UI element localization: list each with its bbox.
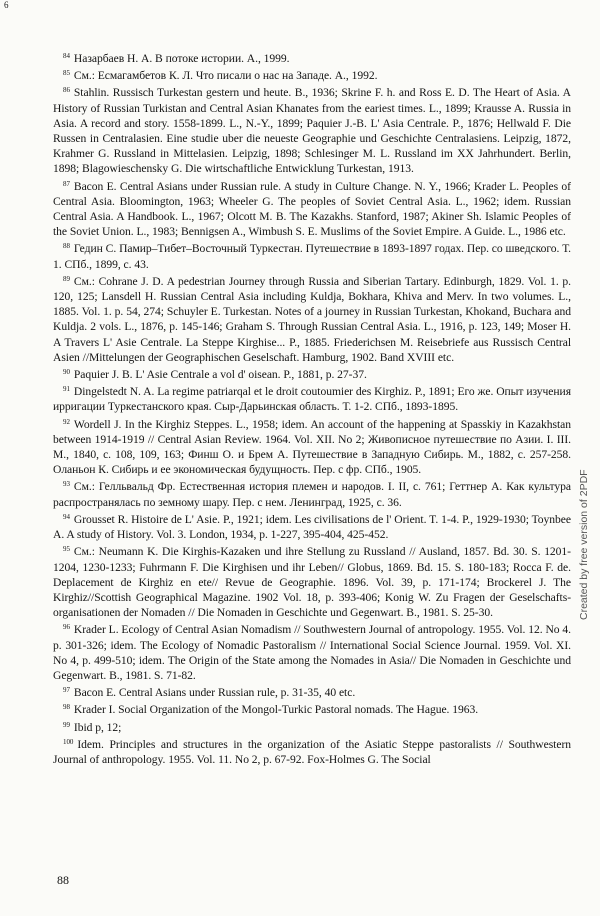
- footnote-text: Stahlin. Russisch Turkestan gestern und heute. B., 1936; Skrine F. h. and Ross E. D. The Heart of Asia. A History of Russian Turkistan and Central Asian Khanates from the eariest times. L., 1899; Krausse A. Russia in Asia. A record and story. 1558-1899. L., N.-Y., 1899; Paquier J.-B. L' Asia Centrale. P., 1876; Hellwald F. Die Russen in Centralasien. Eine studie uber die neueste Geographie und Geschichte Centralasiens. Leipzig, 1872, Krahmer G. Russland in Mittelasien. Leipzig, 1898; Schlesinger M. L. Russland im XX Jahrhundert. Berlin, 1898; Blagowieschensky G. Die wirtschaftliche Entwicklung Turkestan, 1913.: [53, 86, 571, 176]
- footnote-96: [53, 620, 571, 683]
- footnote-number: 98: [63, 703, 70, 712]
- footnote-number: 99: [63, 720, 70, 729]
- footnote-98: [53, 700, 571, 717]
- footnote-text: Ibid p, 12;: [73, 720, 122, 734]
- footnote-85: [53, 66, 571, 83]
- footnote-number: 88: [63, 242, 70, 251]
- footnote-number: 84: [63, 52, 70, 60]
- footnote-text: Krader L. Ecology of Central Asian Nomadism // Southwestern Journal of antropology. 1955. Vol. 12. No 4. p. 301-326; idem. The Ecology of Nomadic Pastoralism // International Social Science Journal. 1959. Vol. XI. No 4, p. 499-510; idem. The Origin of the State among the Nomades in Asia// Die Nomaden in Geschichte und Gegenwart. B., 1981. S. 71-82.: [53, 623, 571, 682]
- footnote-text: Bacon E. Central Asians under Russian rule, p. 31-35, 40 etc.: [73, 686, 356, 700]
- footnote-text: Назарбаев Н. А. В потоке истории. А., 1999.: [73, 52, 290, 65]
- page-number: 88: [57, 873, 69, 887]
- footnote-number: 94: [63, 512, 70, 521]
- watermark-text: Created by free version of 2PDF: [578, 469, 590, 620]
- footnote-text: См.: Cohrane J. D. A pedestrian Journey through Russia and Siberian Tartary. Edinburgh, 1829. Vol. 1. p. 120, 125; Lansdell H. Russian Central Asia including Kuldja, Bokhara, Khiva and Merv. In two volumes. L., 1885. Vol. 1. p. 54, 274; Schuyler E. Turkestan. Notes of a journey in Russian Turkestan, Khokand, Buchara and Kuldja. 2 vols. L., 1876, p. 145-146; Graham S. Through Russian Central Asia. L., 1916, p. 123, 149; Moser H. A Travers L' Asie Centrale. La Steppe Kirghise... P., 1885. Friederichsen M. Reisebriefe aus Russisch Central Asien //Mittelungen der Geographischen Geselschaft. Hamburg, 1902. Band XVIII etc.: [53, 274, 571, 364]
- page-top-marker: 6: [4, 0, 9, 10]
- footnote-number: 93: [63, 480, 70, 489]
- footnote-number: 87: [63, 179, 70, 188]
- footnote-88: [53, 239, 571, 271]
- footnote-number: 96: [63, 623, 70, 632]
- footnote-92: [53, 415, 571, 478]
- footnote-89: [53, 272, 571, 365]
- footnote-text: Grousset R. Histoire de L' Asie. P., 1921; idem. Les civilisations de l' Orient. T. 1-4. P., 1929-1930; Toynbee A. A study of History. Vol. 3. London, 1934, p. 1-227, 395-404, 425-452.: [53, 512, 571, 542]
- footnote-87: [53, 177, 571, 240]
- footnote-84: [53, 49, 571, 66]
- footnote-number: 95: [63, 545, 70, 554]
- footnote-95: [53, 542, 571, 620]
- footnote-number: 86: [63, 86, 70, 95]
- footnote-86: [53, 83, 571, 176]
- footnote-97: [53, 683, 571, 700]
- footnote-number: 92: [63, 417, 70, 426]
- footnote-94: [53, 510, 571, 542]
- footnote-number: 91: [63, 385, 70, 394]
- footnote-number: 97: [63, 686, 70, 695]
- footnote-number: 89: [63, 274, 70, 283]
- footnote-91: [53, 382, 571, 414]
- footnote-text: Bacon E. Central Asians under Russian rule. A study in Culture Change. N. Y., 1966; Krader L. Peoples of Central Asia. Bloomington, 1963; Wheeler G. The peoples of Soviet Central Asia. L., 1962; idem. Russian Central Asia. A Handbook. L., 1967; Olcott M. B. The Kazakhs. Stanford, 1987; Akiner Sh. Islamic Peoples of the Soviet Union. L., 1983; Bennigsen A., Wimbush S. E. Muslims of the Soviet Empire. A Guide. L., 1986 etc.: [53, 179, 571, 239]
- footnote-text: Гедин С. Памир–Тибет–Восточный Туркестан. Путешествие в 1893-1897 годах. Пер. со шведского. Т. 1. СПб., 1899, с. 43.: [53, 242, 571, 271]
- footnote-text: Paquier J. B. L' Asie Centrale a vol d' oisean. P., 1881, p. 27-37.: [73, 368, 367, 382]
- footnote-90: [53, 365, 571, 382]
- footnote-text: Dingelstedt N. A. La regime patriarqal et le droit coutoumier des Kirghiz. P., 1891; Его же. Опыт изучения ирригации Туркестанского края. Сыр-Дарьинская область. Т. 1-2. СПб., 1893-1895.: [53, 385, 571, 414]
- footnote-number: 85: [63, 69, 70, 78]
- footnote-text: Idem. Principles and structures in the organization of the Asiatic Steppe pastoralists // Southwestern Journal of anthropology. 1955. Vol. 11. No 2, p. 67-92. Fox-Holmes G. The Social: [53, 737, 571, 766]
- footnote-100: [53, 735, 571, 767]
- footnote-number: 90: [63, 368, 70, 377]
- footnote-text: Krader I. Social Organization of the Mongol-Turkic Pastoral nomads. The Hague. 1963.: [73, 703, 479, 717]
- footnote-93: [53, 477, 571, 509]
- footnote-number: 100: [63, 737, 74, 746]
- footnote-text: Wordell J. In the Kirghiz Steppes. L., 1958; idem. An account of the happening at Spasskiy in Kazakhstan between 1914-1919 // Central Asian Review. 1964. Vol. XII. No 2; Живописное путешествие по Азии. I. III. M., 1840, c. 108, 109, 163; Финш О. и Брем А. Путешествие в Западную Сибирь. M., 1882, c. 257-258. Оланьон К. Сибирь и ее экономическая будущность. Пер. с фр. СПб., 1905.: [53, 417, 571, 477]
- footnotes-list: [53, 49, 571, 767]
- footnote-text: См.: Гелльвальд Фр. Естественная история племен и народов. I. II, c. 761; Геттнер А. Как культура распространялась по земному шару. Пер. с нем. Ленинград, 1925, c. 36.: [53, 480, 571, 509]
- footnote-text: См.: Есмагамбетов К. Л. Что писали о нас на Западе. А., 1992.: [73, 69, 378, 83]
- footnote-99: [53, 718, 571, 735]
- footnote-text: См.: Neumann K. Die Kirghis-Kazaken und ihre Stellung zu Russland // Ausland, 1857. Bd. 30. S. 1201-1204, 1230-1233; Fuhrmann F. Die Kirghisen und ihr Leben// Globus, 1869. Bd. 15. S. 180-183; Rocca F. de. Deplacement de Kirghiz en ete// Revue de Geographie. 1896. Vol. 39, p. 171-174; Brockerel J. The Kirghiz//Scottish Geographical Magazine. 1902 Vol. 18, p. 393-406; Konig W. Zu Fragen der Geselschafts-organisationen der Nomaden // Die Nomaden in Geschichte und Gegenwart. B., 1981. S. 25-30.: [53, 545, 571, 620]
